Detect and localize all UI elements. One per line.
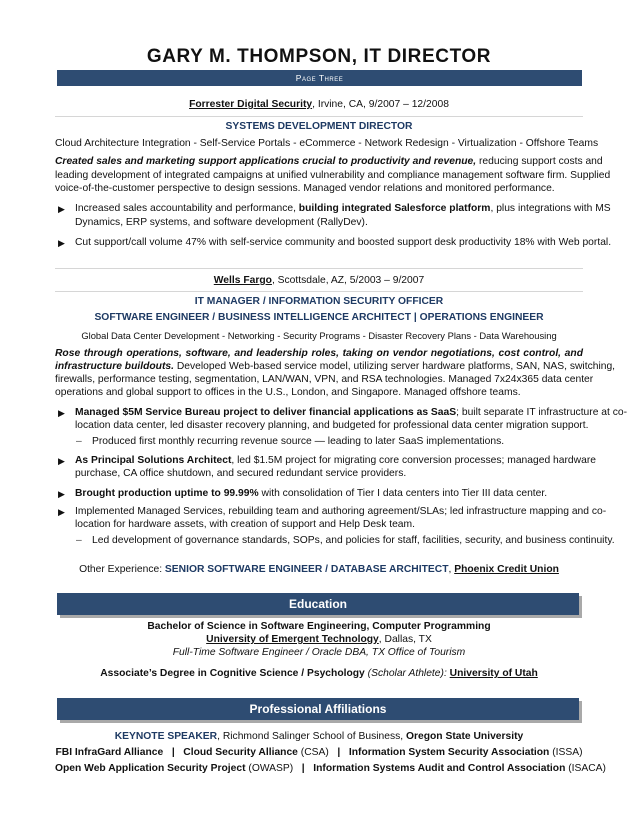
affiliation-keynote: KEYNOTE SPEAKER (114, 731, 218, 742)
page-number-bar: Page Three (57, 70, 582, 86)
job1-location-dates: , Irvine, CA, 9/2007 – 12/2008 (312, 99, 449, 110)
separator: | (163, 747, 184, 758)
affiliation-infragard: FBI InfraGard Alliance (55, 747, 164, 758)
affiliation-owasp: Open Web Application Security Project (55, 763, 246, 774)
affiliation-issa: Information System Security Association (348, 747, 550, 758)
education-degree2-note: (Scholar Athlete): (364, 668, 450, 679)
affiliation-isaca-abbr: (ISACA) (565, 763, 606, 774)
education-degree2-name: Associate’s Degree in Cognitive Science / Psychology (100, 668, 365, 679)
job2-bullet1-post: ; built separate IT infrastructure at co- (456, 407, 628, 418)
bullet-icon: ▶ (58, 408, 65, 418)
job1-divider (55, 116, 583, 117)
job2-summary-line1: Rose through operations, software, and leadership roles, taking on vendor negotiations, cost control, and (55, 348, 583, 359)
job1-bullet1-post: , plus integrations with MS (490, 203, 611, 214)
education-degree1: Bachelor of Science in Software Engineering, Computer Programming (147, 621, 491, 632)
job2-summary-line4: operations and global support to offices in the U.S., London, and Singapore. Managed offshore teams. (55, 387, 521, 398)
job1-skills: Cloud Architecture Integration - Self-Service Portals - eCommerce - Network Redesign - Virtualization - Offshore Teams (55, 138, 599, 149)
affiliations-line2 (55, 747, 583, 758)
affiliation-isaca: Information Systems Audit and Control Association (313, 763, 566, 774)
section-divider (55, 268, 583, 269)
other-experience-title: SENIOR SOFTWARE ENGINEER / DATABASE ARCHITECT (164, 564, 449, 575)
job2-bullet2-line2: purchase, CA office shutdown, and secured redundant service providers. (75, 468, 407, 479)
education-school1-name: University of Emergent Technology (206, 634, 379, 645)
job2-skills: Global Data Center Development - Networking - Security Programs - Disaster Recovery Plans - Data Warehousing (81, 330, 557, 341)
job1-bullet1-line2: Dynamics, ERP systems, and software development (RallyDev). (75, 217, 368, 228)
job2-title1: IT MANAGER / INFORMATION SECURITY OFFICER (194, 296, 444, 307)
job2-summary-line3: firewalls, performance testing, segmentation, LAN/WAN, VPN, and RSA technologies. Managed 7x24x365 data center (55, 374, 594, 385)
job2-summary-text: Developed Web-based service model, utilizing server hardware platforms, SAN, NAS, switching, (174, 361, 616, 372)
job2-bullet2-line1 (75, 455, 596, 466)
education-school1-location: , Dallas, TX (378, 634, 432, 645)
separator: | (293, 763, 314, 774)
job2-bullet3 (75, 488, 583, 499)
job1-summary-line1 (55, 156, 603, 167)
job1-bullet1-bold: building integrated Salesforce platform (298, 203, 491, 214)
affiliations-heading: Professional Affiliations (57, 698, 579, 720)
job2-location-dates: , Scottsdale, AZ, 5/2003 – 9/2007 (271, 275, 425, 286)
dash-icon: – (76, 436, 82, 447)
other-experience (55, 564, 583, 575)
education-school1 (55, 634, 583, 645)
job2-bullet2-bold: As Principal Solutions Architect (75, 455, 232, 466)
affiliation-issa-abbr: (ISSA) (549, 747, 583, 758)
job2-bullet4-line1: Implemented Managed Services, rebuilding team and authoring agreement/SLAs; led infrastructure mapping and co- (75, 506, 607, 517)
bullet-icon: ▶ (58, 204, 65, 214)
job2-summary-line2 (55, 361, 616, 372)
affiliation-csa-abbr: (CSA) (297, 747, 329, 758)
affiliations-line3 (55, 763, 606, 774)
job1-header (55, 99, 583, 110)
job1-summary-text: reducing support costs and (476, 156, 603, 167)
education-note1: Full-Time Software Engineer / Oracle DBA, TX Office of Tourism (172, 647, 466, 658)
affiliation-university: Oregon State University (405, 731, 524, 742)
job1-title: SYSTEMS DEVELOPMENT DIRECTOR (225, 121, 413, 132)
job2-divider (55, 291, 583, 292)
affiliation-school: , Richmond Salinger School of Business, (217, 731, 406, 742)
affiliation-csa: Cloud Security Alliance (183, 747, 298, 758)
job2-bullet4-sub: Led development of governance standards, SOPs, and policies for staff, facilities, security, and business continuity. (92, 535, 615, 546)
education-degree2 (55, 668, 583, 679)
candidate-name: GARY M. THOMPSON, IT DIRECTOR (146, 46, 492, 67)
other-experience-company: Phoenix Credit Union (454, 564, 559, 575)
job1-summary-lead: Created sales and marketing support applications crucial to productivity and revenue, (55, 156, 477, 167)
job1-bullet1-line1 (75, 203, 611, 214)
job1-company: Forrester Digital Security (189, 99, 313, 110)
job2-bullet3-post: with consolidation of Tier I data centers into Tier III data center. (258, 488, 548, 499)
education-heading: Education (57, 593, 579, 615)
job2-bullet4-line2: location for hardware assets, with creation of support and Help Desk team. (75, 519, 415, 530)
job2-summary-lead: infrastructure buildouts. (55, 361, 174, 372)
other-experience-label: Other Experience: (79, 564, 165, 575)
job1-bullet1-pre: Increased sales accountability and performance, (75, 203, 299, 214)
affiliations-line1 (55, 731, 583, 742)
job2-company: Wells Fargo (213, 275, 272, 286)
other-experience-sep: , (448, 564, 455, 575)
job2-title2: SOFTWARE ENGINEER / BUSINESS INTELLIGENCE ARCHITECT | OPERATIONS ENGINEER (94, 312, 544, 323)
job2-bullet1-line1 (75, 407, 628, 418)
job2-bullet1-sub: Produced first monthly recurring revenue source — leading to later SaaS implementations. (92, 436, 505, 447)
education-school2-name: University of Utah (449, 668, 538, 679)
job2-bullet1-bold: Managed $5M Service Bureau project to deliver financial applications as SaaS (75, 407, 457, 418)
job1-bullet2: Cut support/call volume 47% with self-service community and boosted support desk productivity 18% with Web portal. (75, 237, 612, 248)
job2-bullet2-post: , led $1.5M project for migrating core conversion processes; managed hardware (231, 455, 596, 466)
affiliation-owasp-abbr: (OWASP) (245, 763, 294, 774)
job2-bullet1-line2: location data center, led disaster recovery planning, and budgeted for professional data center migration support. (75, 420, 589, 431)
dash-icon: – (76, 535, 82, 546)
bullet-icon: ▶ (58, 456, 65, 466)
job1-summary-line3: voice-of-the-customer perspective to design sessions. Managed vendor relations and monitored performance. (55, 183, 555, 194)
separator: | (328, 747, 349, 758)
job2-header (55, 275, 583, 286)
bullet-icon: ▶ (58, 489, 65, 499)
bullet-icon: ▶ (58, 507, 65, 517)
bullet-icon: ▶ (58, 238, 65, 248)
job1-summary-line2: leading development of integrated campaigns at unified vulnerability and compliance management software firm. Supplied (55, 170, 611, 181)
job2-bullet3-bold: Brought production uptime to 99.99% (75, 488, 259, 499)
